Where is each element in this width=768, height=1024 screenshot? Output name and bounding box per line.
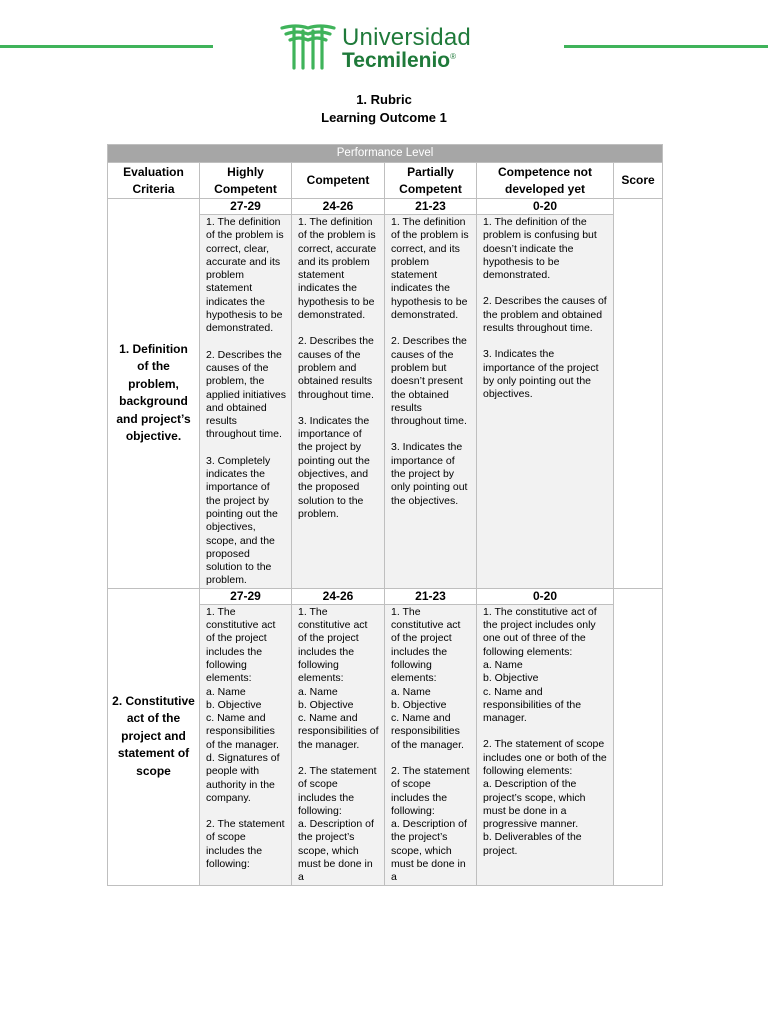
descriptor-paragraph: 2. The statement of scope includes one or both of the following elements: a. Description of the project’s scope, which must be done in a progressive manner. b. Deliverables of the project. <box>483 738 607 857</box>
criteria-cell: 1. Definition of the problem, background and project’s objective. <box>108 199 200 589</box>
score-range-competent: 24-26 <box>292 588 385 604</box>
rubric-table <box>107 144 663 886</box>
score-range-highly: 27-29 <box>200 199 292 215</box>
header-evaluation-criteria: Evaluation Criteria <box>108 163 200 199</box>
descriptor-not-developed <box>477 215 614 589</box>
score-range-partially: 21-23 <box>385 199 477 215</box>
logo-tree-icon <box>278 22 338 72</box>
descriptor-paragraph: 2. The statement of scope includes the following: <box>206 818 285 871</box>
descriptor-paragraph: 3. Completely indicates the importance of the project by pointing out the objectives, scope, and the proposed solution to the problem. <box>206 454 278 587</box>
descriptor-paragraph: 1. The definition of the problem is correct, clear, accurate and its problem statement indicates the hypothesis to be demonstrated. <box>206 216 284 335</box>
descriptor-paragraph: 3. Indicates the importance of the project by only pointing out the objectives. <box>391 441 468 507</box>
score-range-not-developed: 0-20 <box>477 588 614 604</box>
university-logo <box>278 22 498 72</box>
header-not-developed: Competence not developed yet <box>477 163 614 199</box>
header-rule-left <box>0 45 213 48</box>
descriptor-partially <box>385 215 477 589</box>
score-range-competent: 24-26 <box>292 199 385 215</box>
descriptor-highly <box>200 604 292 885</box>
descriptor-paragraph: 2. Describes the causes of the problem but doesn’t present the obtained results throughout time. <box>391 335 467 428</box>
header-rule-right <box>564 45 768 48</box>
score-range-highly: 27-29 <box>200 588 292 604</box>
score-input-cell[interactable] <box>614 199 663 589</box>
descriptor-competent <box>292 215 385 589</box>
descriptor-paragraph: 2. Describes the causes of the problem, the applied initiatives and obtained results throughout time. <box>206 348 286 441</box>
descriptor-competent <box>292 604 385 885</box>
descriptor-paragraph: 3. Indicates the importance of the project by pointing out the objectives, and the proposed solution to the problem. <box>298 414 370 520</box>
document-title: 1. Rubric <box>356 92 412 107</box>
header-partially-competent: Partially Competent <box>385 163 477 199</box>
descriptor-paragraph: 1. The definition of the problem is confusing but doesn’t indicate the hypothesis to be demonstrated. <box>483 216 597 282</box>
descriptor-paragraph: 1. The constitutive act of the project includes the following elements: a. Name b. Objective c. Name and responsibilities of the manager. <box>391 605 464 751</box>
logo-text-tecmilenio: Tecmilenio® <box>342 49 457 72</box>
descriptor-partially <box>385 604 477 885</box>
descriptor-highly <box>200 215 292 589</box>
descriptor-paragraph: 2. Describes the causes of the problem and obtained results throughout time. <box>483 295 607 335</box>
score-range-not-developed: 0-20 <box>477 199 614 215</box>
descriptor-paragraph: 2. The statement of scope includes the following: a. Description of the project’s scope, which must be done in a <box>391 764 470 884</box>
criteria-cell: 2. Constitutive act of the project and statement of scope <box>108 588 200 885</box>
score-input-cell[interactable] <box>614 588 663 885</box>
descriptor-paragraph: 1. The constitutive act of the project includes the following elements: a. Name b. Objective c. Name and responsibilities of the manager. <box>298 605 379 751</box>
descriptor-paragraph: 1. The definition of the problem is correct, and its problem statement indicates the hypothesis to be demonstrated. <box>391 216 469 322</box>
descriptor-paragraph: 2. Describes the causes of the problem and obtained results throughout time. <box>298 335 374 401</box>
descriptor-paragraph: 3. Indicates the importance of the project by only pointing out the objectives. <box>483 348 599 401</box>
score-range-partially: 21-23 <box>385 588 477 604</box>
document-subtitle: Learning Outcome 1 <box>321 110 447 125</box>
descriptor-paragraph: 1. The definition of the problem is correct, accurate and its problem statement indicates the hypothesis to be demonstrated. <box>298 216 377 322</box>
header-highly-competent: Highly Competent <box>200 163 292 199</box>
performance-level-header: Performance Level <box>108 145 663 163</box>
logo-text-universidad: Universidad <box>342 24 471 51</box>
header-competent: Competent <box>292 163 385 199</box>
descriptor-paragraph: 1. The constitutive act of the project includes only one out of three of the following elements: a. Name b. Objective c. Name and responsibilities of the manager. <box>483 605 597 725</box>
descriptor-paragraph: 2. The statement of scope includes the following: a. Description of the project’s scope, which must be done in a <box>298 764 377 884</box>
descriptor-paragraph: 1. The constitutive act of the project includes the following elements: a. Name b. Objective c. Name and responsibilities of the manager. d. Signatures of people with authority in the company. <box>206 605 280 804</box>
descriptor-not-developed <box>477 604 614 885</box>
header-score: Score <box>614 163 663 199</box>
